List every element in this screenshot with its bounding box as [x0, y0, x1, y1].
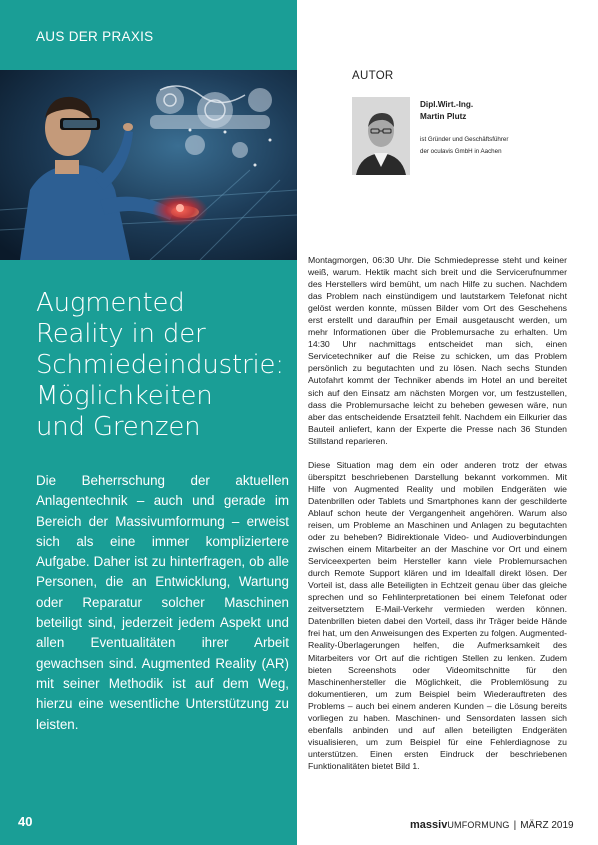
teal-sidebar: [0, 0, 297, 845]
article-title: [36, 288, 291, 443]
author-fullname: Martin Plutz: [420, 112, 467, 121]
author-heading: AUTOR: [352, 70, 394, 82]
hero-image: [0, 70, 297, 260]
title-line: und Grenzen: [36, 412, 201, 442]
author-bio: [420, 134, 580, 158]
hero-illustration: [0, 70, 297, 260]
author-box: [352, 70, 582, 155]
footer-separator: |: [513, 820, 517, 831]
title-line: Möglichkeiten: [36, 381, 213, 411]
author-photo: [352, 97, 410, 175]
title-line: Schmiedeindustrie:: [36, 350, 284, 380]
title-line: Reality in der: [36, 319, 206, 349]
brand-logo-part: UMFORMUNG: [447, 820, 510, 830]
article-body: [308, 254, 567, 772]
author-name: [420, 99, 473, 123]
author-portrait: [352, 97, 410, 175]
brand-logo-part: massiv: [410, 819, 448, 831]
footer-masthead: [410, 819, 574, 831]
lead-paragraph: Die Beherrschung der aktuellen Anlagentechnik – auch und gerade im Bereich der Massivumformung – erweist sich als eine immer kompliziertere Aufgabe. Daher ist zu hinterfragen, ob alle Personen, die an Entwicklung, Wartung oder Reparatur solcher Maschinen beteiligt sind, jederzeit jedem Aspekt und allen Eventualitäten ihrer Arbeit gewachsen sind. Augmented Reality (AR) mit seiner Methodik ist auf dem Weg, hierzu eine wesentliche Unterstützung zu leisten.: [36, 473, 289, 732]
author-title: Dipl.Wirt.-Ing.: [420, 100, 474, 109]
body-paragraph: Montagmorgen, 06:30 Uhr. Die Schmiedepresse steht und keiner weiß, warum. Hektik macht sich breit und die Servicerufnummer des Herstellers wird bemüht, um nach Hilfe zu suchen. Nachdem das Problem nach einstündigem und lautstarkem Telefonat nicht gelöst werden konnte, müssen Bilder vom Ort des Geschehens erst erstellt und daraufhin per Email ausgetauscht werden, um mehr Informationen über die Problemursache zu erhalten. Um 14:30 Uhr nachmittags entscheidet man sich, einen Servicetechniker auf die Reise zu schicken, um das Problem persönlich zu begutachten und zu lösen. Nach sechs Stunden Autofahrt kommt der Techniker abends im Hotel an und bereitet sich auf den Einsatz am nächsten Morgen vor, um festzustellen, dass die Problemursache leicht zu beheben gewesen wäre, nun aber das entscheidende Ersatzteil fehlt. Nachdem ein Eilkurier das Bauteil anliefert, kann der Experte die Presse nach 36 Stunden Stillstand reparieren.: [308, 255, 567, 446]
section-label: AUS DER PRAXIS: [36, 29, 154, 44]
author-bio-line: ist Gründer und Geschäftsführer: [420, 136, 509, 143]
page-number: 40: [18, 814, 33, 829]
body-paragraph: Diese Situation mag dem ein oder anderen trotz der etwas überspitzt beschriebenen Darstellung bekannt vorkommen. Mit Hilfe von Augmented Reality und mobilen Endgeräten wie Datenbrillen oder Tablets und Smartphones kann der geschilderte Ablauf schon heute der Vergangenheit angehören. Warum also reisen, um Probleme an Maschinen und Anlagen zu begutachten oder zu beheben? Bidirektionale Video- und Audioverbindungen zwischen einem Mitarbeiter an der Maschine vor Ort und einem Serviceexperten beim Hersteller kann viele Problemursachen durch Remote Support klären und im Idealfall direkt lösen. Der Vorteil ist, dass alle Beteiligten in Echtzeit genau über das gleiche sprechen und so Fehlinterpretationen bei einem Telefonat oder zeitversetztem E-Mail-Verkehr vermieden werden können. Datenbrillen bieten dabei den Vorteil, dass ihr Träger beide Hände frei hat, um den Anweisungen des Experten zu folgen. Augmented-Reality-Überlagerungen helfen, die Aufmerksamkeit des Mitarbeiters vor Ort auf die richtigen Stellen zu lenken. Zudem bieten Screenshots oder Videomitschnitte für den Maschinenhersteller die Möglichkeit, die Problemlösung zu dokumentieren, um zum Beispiel beim Wiederauftreten des Problems – auch bei einem anderen Kunden – die Lösung bereits vorliegen zu haben. Maschinen- und Sensordaten lassen sich ebenfalls anbinden und auf allen beteiligten Endgeräten visualisieren, um zum Beispiel für eine Fehlerdiagnose zu unterstützen. Einen ersten Eindruck der beschriebenen Funktionalitäten bietet Bild 1.: [308, 459, 567, 771]
author-bio-line: der oculavis GmbH in Aachen: [420, 148, 502, 155]
issue-date: MÄRZ 2019: [520, 820, 574, 831]
title-line: Augmented: [36, 288, 185, 318]
